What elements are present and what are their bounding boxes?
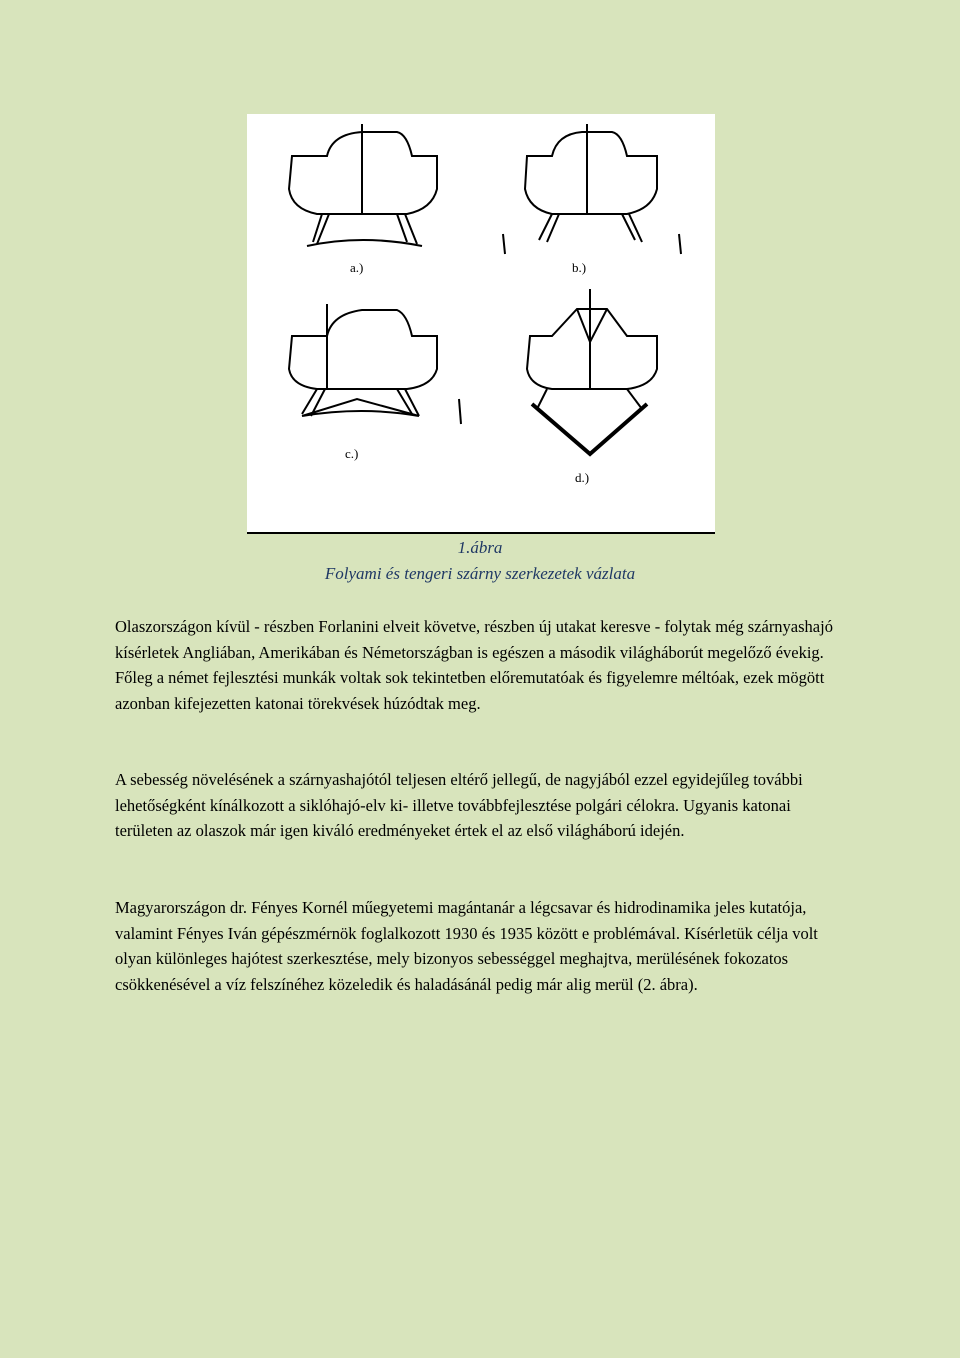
paragraph-1: [115, 614, 835, 741]
panel-c-hull-drawing: [289, 304, 461, 424]
panel-b-hull-drawing: [503, 124, 681, 254]
panel-label-d: d.): [575, 470, 590, 485]
paragraph-text: Olaszországon kívül - részben Forlanini elveit követve, részben új utakat keresve - folytak még szárnyashajó kísérletek Angliában, Amerikában és Németországban is egészen a második világháborút megelőző évekig. Főleg a német fejlesztési munkák voltak sok tekintetben előremutatóak és figyelemre méltóak, ezek mögött azonban kifejezetten katonai törekvések húzódtak meg.: [115, 617, 833, 713]
paragraph-2: [115, 767, 835, 869]
paragraph-text: A sebesség növelésének a szárnyashajótól teljesen eltérő jellegű, de nagyjából ezzel egyidejűleg további lehetőségként kínálkozott a siklóhajó-elv ki- illetve továbbfejlesztése polgári célokra. Ugyanis katonai területen az olaszok már igen kiváló eredményeket értek el az első világháború idején.: [115, 770, 803, 840]
paragraph-3: [115, 895, 835, 1022]
panel-a-hull-drawing: [289, 124, 437, 246]
panel-d-hull-drawing: [527, 289, 657, 454]
panel-label-a: a.): [350, 260, 364, 275]
figure-caption-title: Folyami és tengeri szárny szerkezetek vázlata: [324, 564, 636, 583]
panel-label-c: c.): [345, 446, 359, 461]
hydrofoil-sketch-figure: [247, 114, 715, 534]
panel-label-b: b.): [572, 260, 587, 275]
figure-caption-number: 1.ábra: [457, 538, 503, 557]
paragraph-text: Magyarországon dr. Fényes Kornél műegyetemi magántanár a légcsavar és hidrodinamika jeles kutatója, valamint Fényes Iván gépészmérnök foglalkozott 1930 és 1935 között e problémával. Kísérletük célja volt olyan különleges hajótest szerkesztése, mely bizonyos sebességgel meghajtva, merülésének fokozatos csökkenésével a víz felszínéhez közeledik és haladásánál pedig már alig merül (2. ábra).: [115, 898, 818, 994]
